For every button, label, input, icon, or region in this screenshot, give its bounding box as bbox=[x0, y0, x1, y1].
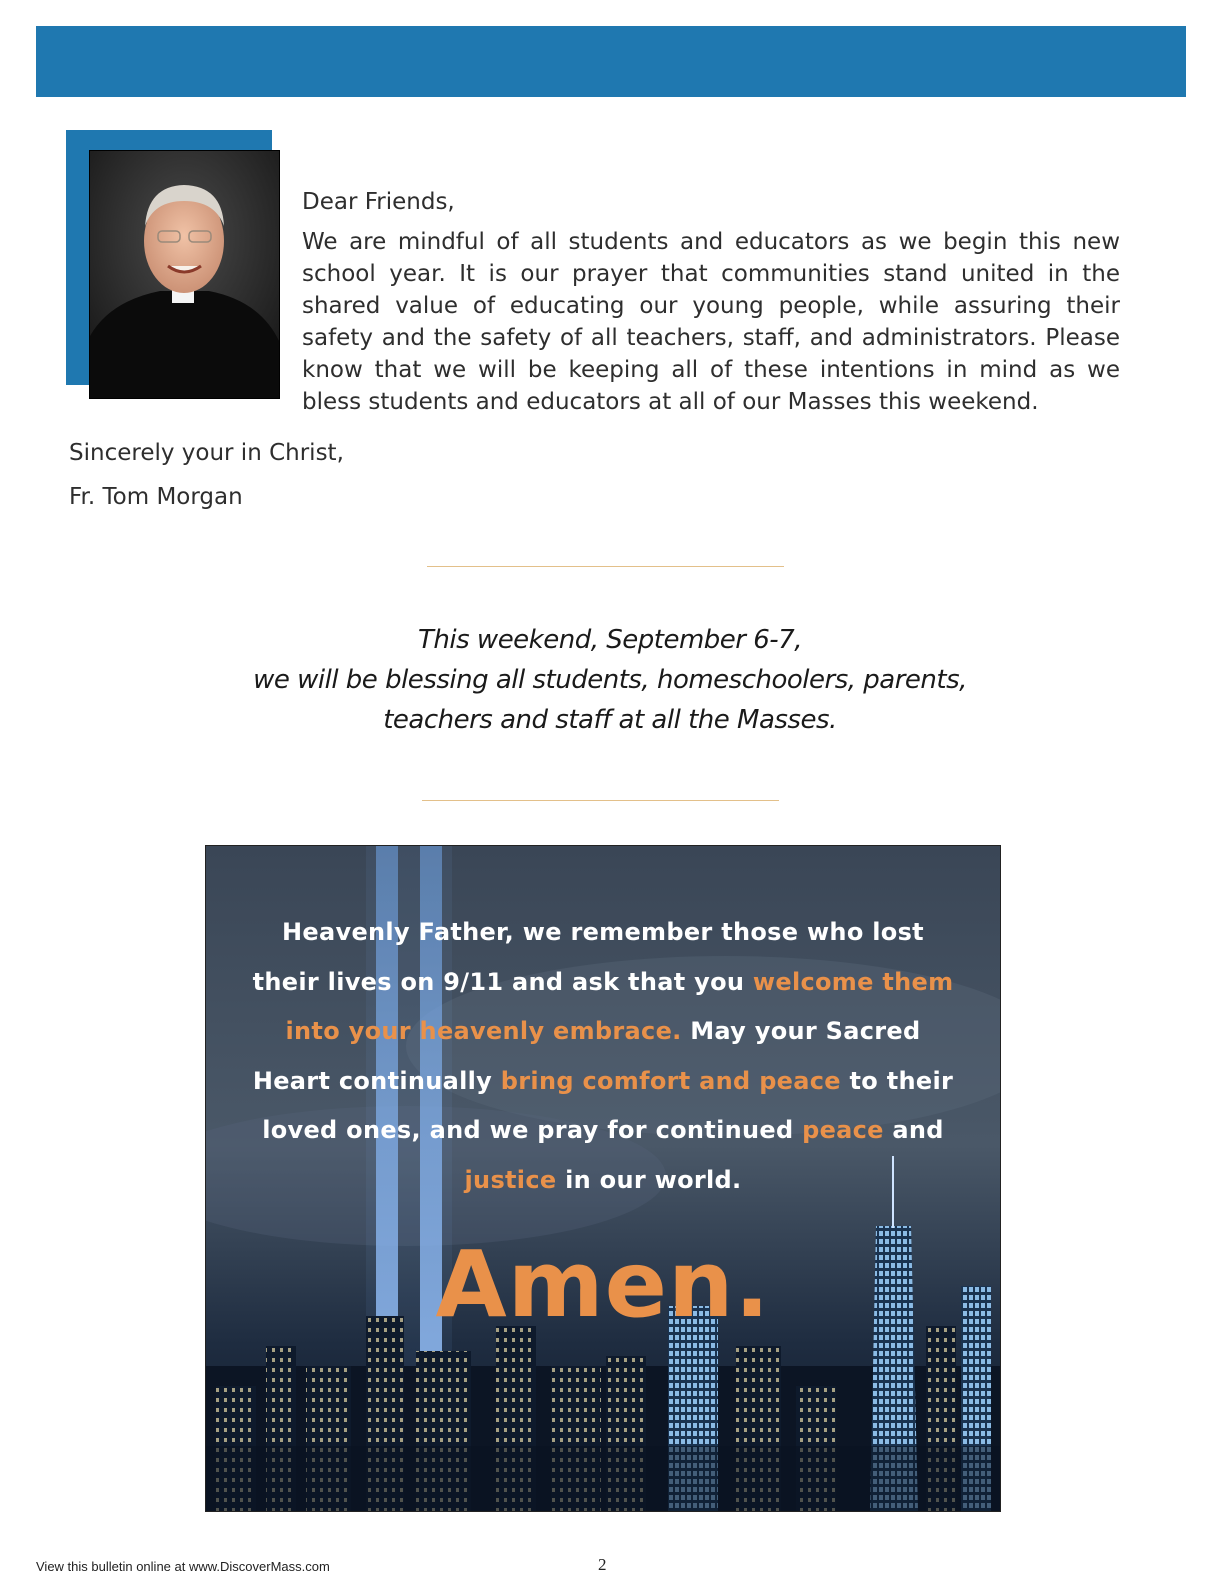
prayer-card-image bbox=[205, 845, 1001, 1512]
pastor-portrait bbox=[89, 150, 280, 399]
amen-text: Amen. bbox=[435, 1231, 771, 1338]
announcement-line-3: teachers and staff at all the Masses. bbox=[383, 705, 837, 735]
divider-bottom bbox=[422, 800, 779, 801]
letter-closing bbox=[69, 437, 344, 525]
prayer-segment: May your Sacred Heart continually bbox=[252, 1017, 921, 1095]
closing-line: Sincerely your in Christ, bbox=[69, 440, 344, 466]
signature: Fr. Tom Morgan bbox=[69, 484, 243, 510]
portrait-illustration bbox=[90, 151, 279, 398]
prayer-segment: in our world. bbox=[556, 1165, 742, 1194]
prayer-highlight: peace bbox=[802, 1116, 884, 1144]
announcement-line-1: This weekend, September 6-7, bbox=[418, 625, 802, 655]
prayer-highlight: welcome them into your heavenly embrace. bbox=[285, 967, 954, 1045]
prayer-highlight: bring comfort and peace bbox=[500, 1066, 841, 1095]
header-bar bbox=[36, 26, 1186, 97]
footer-bulletin-note: View this bulletin online at www.DiscoverMass.com bbox=[36, 1559, 330, 1574]
page-number: 2 bbox=[598, 1555, 607, 1574]
prayer-segment: to their loved ones, and we pray for continued bbox=[262, 1066, 954, 1144]
prayer-text bbox=[246, 908, 960, 1205]
pastor-letter bbox=[302, 186, 1120, 418]
prayer-segment: Heavenly Father, we remember those who lost their lives on 9/11 and ask that you bbox=[252, 918, 924, 996]
letter-greeting: Dear Friends, bbox=[302, 189, 455, 215]
announcement-line-2: we will be blessing all students, homeschoolers, parents, bbox=[253, 665, 967, 695]
divider-top bbox=[427, 566, 784, 567]
prayer-highlight: justice bbox=[464, 1165, 557, 1194]
prayer-segment: and bbox=[883, 1116, 944, 1144]
blessing-announcement bbox=[110, 620, 1110, 740]
letter-body: We are mindful of all students and educators as we begin this new school year. It is our prayer that communities stand united in the shared value of educating our young people, while assuring their safety and the safety of all teachers, staff, and administrators. Please know that we will be keeping all of these intentions in mind as we bless students and educators at all of our Masses this weekend. bbox=[302, 229, 1120, 415]
